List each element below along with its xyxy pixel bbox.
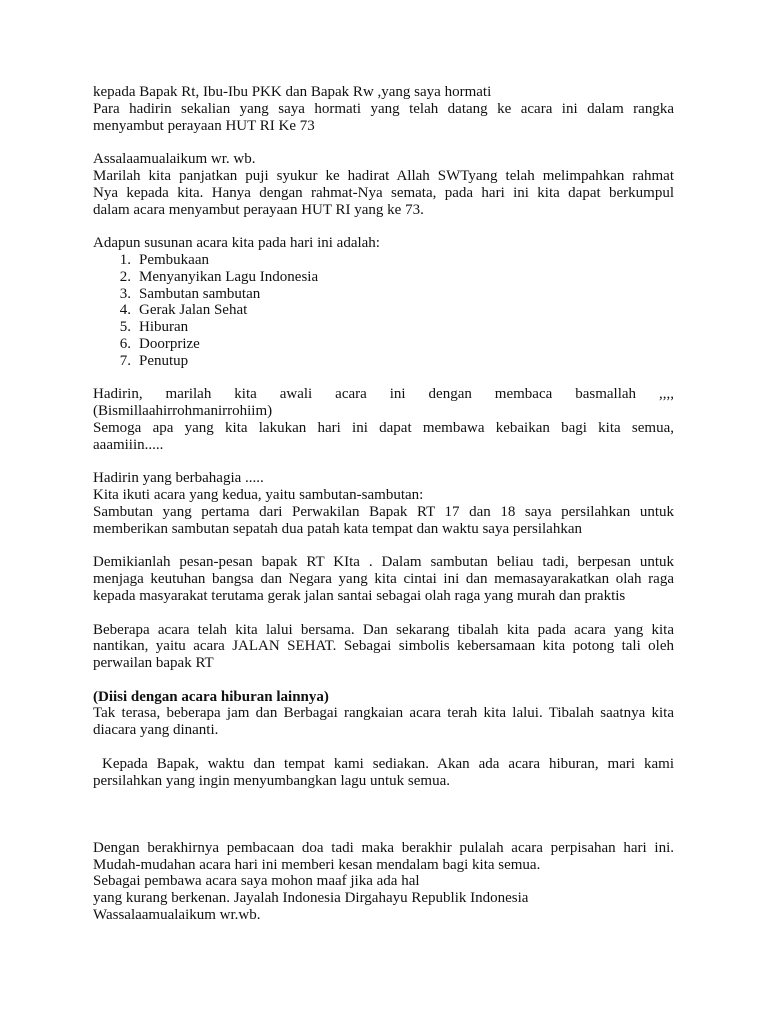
list-text: Hiburan [139,319,189,336]
text-line: kepada masyarakat terutama gerak jalan santai sebagai olah raga yang murah dan praktis [93,587,626,604]
agenda-list [93,252,674,370]
text-line: aaamiiin..... [93,436,164,453]
text-line: Hadirin yang berbahagia ..... [93,470,264,487]
paragraph-jalan-sehat [93,622,674,672]
text-line: Mudah-mudahan acara hari ini memberi kesan mendalam bagi kita semua. [93,856,541,873]
text-line: perwailan bapak RT [93,655,214,672]
text-line: Assalaamualaikum wr. wb. [93,151,256,168]
text-line: Wassalaamualaikum wr.wb. [93,907,261,924]
text-line: nantikan, yaitu acara JALAN SEHAT. Sebagai simbolis kebersamaan kita potong tali oleh [93,638,674,655]
paragraph-rt-message [93,554,674,604]
agenda-intro: Adapun susunan acara kita pada hari ini adalah: [93,235,380,252]
text-line: Beberapa acara telah kita lalui bersama. Dan sekarang tibalah kita pada acara yang kita [93,621,674,638]
paragraph-speeches [93,470,674,537]
text-line: memberikan sambutan sepatah dua patah kata tempat dan waktu saya persilahkan [93,520,582,537]
text-line: Semoga apa yang kita lakukan hari ini dapat membawa kebaikan bagi kita semua, [93,419,674,436]
text-line: Dengan berakhirnya pembacaan doa tadi maka berakhir pulalah acara perpisahan hari ini. [93,839,674,856]
list-text: Penutup [139,352,189,369]
list-item [93,302,674,319]
list-text: Sambutan sambutan [139,285,261,302]
list-number: 2. [119,268,131,285]
list-item [93,269,674,286]
paragraph-basmallah [93,386,674,453]
text-line: Nya kepada kita. Hanya dengan rahmat-Nya semata, pada hari ini kita dapat berkumpul [93,184,674,201]
text-line: Para hadirin sekalian yang saya hormati yang telah datang ke acara ini dalam rangka [93,100,674,117]
list-item [93,286,674,303]
paragraph-opening [93,151,674,218]
text-line: Kepada Bapak, waktu dan tempat kami sediakan. Akan ada acara hiburan, mari kami [93,755,675,772]
list-text: Doorprize [139,335,200,352]
paragraph-closing [93,840,674,924]
document-page [93,84,674,941]
paragraph-invitation [93,756,674,790]
paragraph-greeting [93,84,674,134]
text-line: (Bismillaahirrohmanirrohiim) [93,403,273,420]
text-line: diacara yang dinanti. [93,722,219,739]
spacer [93,806,674,840]
text-line: Sebagai pembawa acara saya mohon maaf jika ada hal [93,873,420,890]
text-line: kepada Bapak Rt, Ibu-Ibu PKK dan Bapak Rw ,yang saya hormati [93,84,492,100]
text-line: persilahkan yang ingin menyumbangkan lagu untuk semua. [93,772,451,789]
list-item [93,353,674,370]
text-line: menjaga keutuhan bangsa dan Negara yang kita cintai ini dan memasayarakatkan olah raga [93,571,674,588]
text-line: Demikianlah pesan-pesan bapak RT KIta . Dalam sambutan beliau tadi, berpesan untuk [93,554,674,571]
list-item [93,336,674,353]
list-number: 1. [119,251,131,268]
list-number: 4. [119,302,131,319]
list-text: Menyanyikan Lagu Indonesia [139,268,319,285]
paragraph-entertainment [93,689,674,739]
text-line: Kita ikuti acara yang kedua, yaitu sambutan-sambutan: [93,487,424,504]
list-number: 7. [119,352,131,369]
list-item [93,319,674,336]
text-line: menyambut perayaan HUT RI Ke 73 [93,117,315,134]
list-number: 5. [119,319,131,336]
text-line: dalam acara menyambut perayaan HUT RI yang ke 73. [93,201,424,218]
list-text: Pembukaan [139,251,209,268]
list-number: 3. [119,285,131,302]
list-item [93,252,674,269]
text-line: Tak terasa, beberapa jam dan Berbagai rangkaian acara terah kita lalui. Tibalah saatnya kita [93,705,674,722]
list-text: Gerak Jalan Sehat [139,302,248,319]
text-line: yang kurang berkenan. Jayalah Indonesia Dirgahayu Republik Indonesia [93,890,529,907]
paragraph-agenda [93,235,674,369]
text-line: Sambutan yang pertama dari Perwakilan Bapak RT 17 dan 18 saya persilahkan untuk [93,503,674,520]
text-line: Marilah kita panjatkan puji syukur ke hadirat Allah SWTyang telah melimpahkan rahmat [93,167,674,184]
list-number: 6. [119,335,131,352]
section-heading: (Diisi dengan acara hiburan lainnya) [93,688,329,705]
text-line: Hadirin, marilah kita awali acara ini dengan membaca basmallah ,,,, [93,386,674,403]
